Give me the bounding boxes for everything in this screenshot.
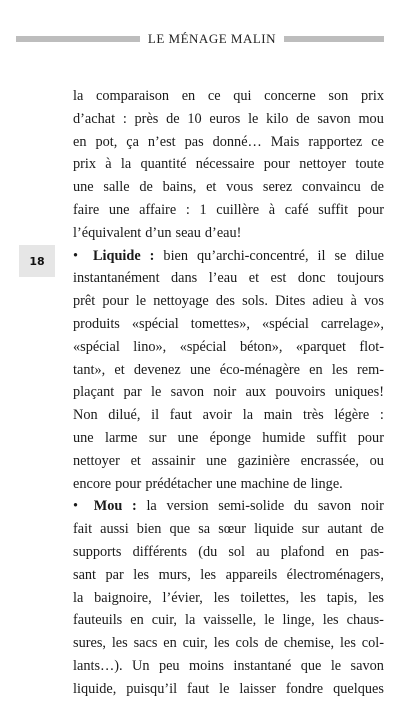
text-line: tant», et devenez une éco-ménagère en les rem- bbox=[73, 361, 384, 378]
text-line: fauteuils en cuir, la vaisselle, le linge, les chaus- bbox=[73, 612, 384, 629]
header-rule-left bbox=[16, 36, 140, 42]
text-line: • Mou : la version semi-solide du savon noir bbox=[73, 498, 384, 515]
body-text bbox=[73, 85, 384, 701]
text-line: faire une affaire : 1 cuillère à café suffit pour bbox=[73, 201, 384, 218]
text-line: d’achat : près de 10 euros le kilo de savon mou bbox=[73, 110, 384, 127]
text-line: sant par les murs, les appareils électroménagers, bbox=[73, 566, 384, 583]
text-line: supports différents (du sol au plafond en pas- bbox=[73, 543, 384, 560]
text-line: en pot, ça n’est pas donné… Mais rapportez ce bbox=[73, 133, 384, 150]
page-number-tab bbox=[19, 245, 55, 277]
text-line: «spécial lino», «spécial béton», «parquet flot- bbox=[73, 338, 384, 355]
text-line: la comparaison en ce qui concerne son prix bbox=[73, 88, 384, 104]
text-line: • Liquide : bien qu’archi-concentré, il se dilue bbox=[73, 247, 384, 264]
text-line: prêt pour le nettoyage des sols. Dites adieu à vos bbox=[73, 293, 384, 310]
header-rule-right bbox=[284, 36, 384, 42]
text-line: l’équivalent d’un seau d’eau! bbox=[73, 224, 242, 241]
text-line: nettoyer et assainir une gazinière encrassée, ou bbox=[73, 452, 384, 469]
text-line: sures, les sacs en cuir, les cols de chemise, les col- bbox=[73, 635, 384, 652]
text-line: encore pour prédétacher une machine de linge. bbox=[73, 475, 343, 492]
text-line: une larme sur une éponge humide suffit pour bbox=[73, 429, 384, 446]
text-line: une salle de bains, et vous serez convaincu de bbox=[73, 179, 384, 196]
text-line: fait aussi bien que sa sœur liquide sur autant de bbox=[73, 521, 384, 538]
text-line: prix à la quantité nécessaire pour nettoyer toute bbox=[73, 156, 384, 173]
text-line: produits «spécial tomettes», «spécial carrelage», bbox=[73, 315, 384, 332]
text-line: lants…). Un peu moins instantané que le savon bbox=[73, 657, 384, 674]
text-line: la baignoire, l’évier, les toilettes, les tapis, les bbox=[73, 589, 384, 606]
text-line: plaçant par le savon noir aux pouvoirs uniques! bbox=[73, 384, 384, 401]
page-number: 18 bbox=[29, 254, 45, 268]
text-line: liquide, puisqu’il faut le laisser fondre quelques bbox=[73, 680, 384, 697]
running-header bbox=[16, 29, 384, 49]
text-line: Non dilué, il faut avoir la main très légère : bbox=[73, 407, 384, 424]
text-line: instantanément dans l’eau et est donc toujours bbox=[73, 270, 384, 287]
running-title: LE MÉNAGE MALIN bbox=[147, 31, 276, 46]
